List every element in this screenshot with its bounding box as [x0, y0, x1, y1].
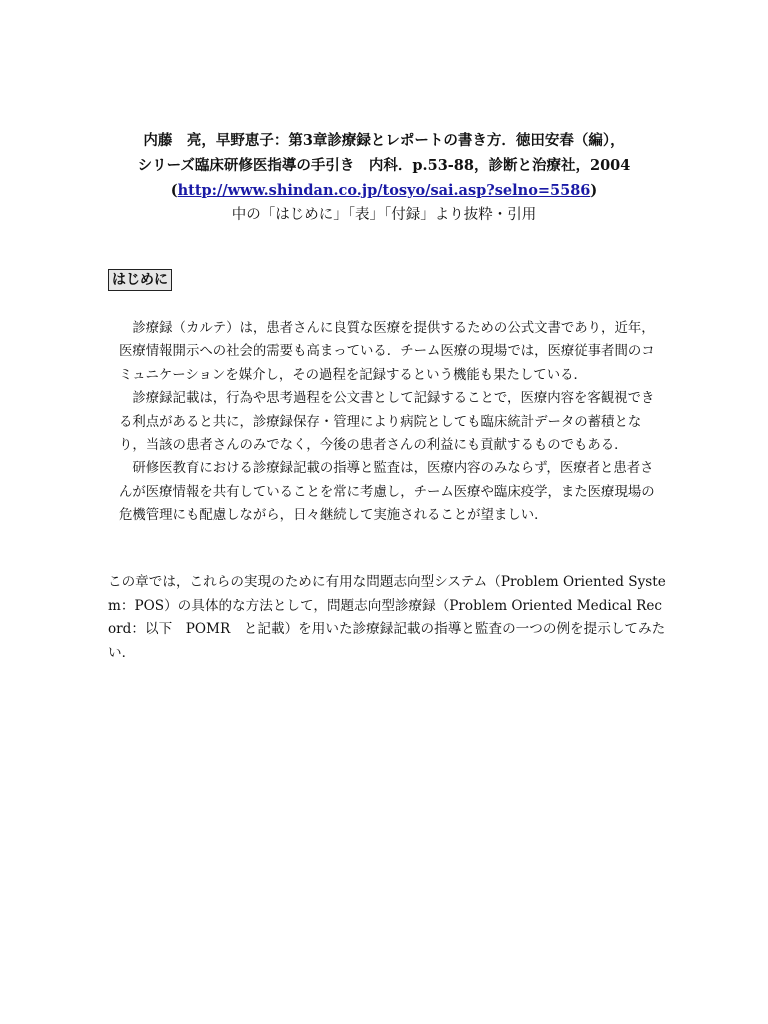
source-link[interactable]: http://www.shindan.co.jp/tosyo/sai.asp?selno=5586 — [177, 182, 591, 199]
citation-line-url — [100, 178, 668, 203]
citation-line-source: シリーズ臨床研修医指導の手引き 内科．p.53-88，診断と治療社，2004 — [137, 157, 631, 174]
intro-section — [119, 317, 664, 528]
citation-line-authors: 内藤 亮，早野恵子：第3章診療録とレポートの書き方．徳田安春（編）， — [143, 132, 625, 149]
citation-header — [100, 128, 668, 228]
section-heading: はじめに — [108, 269, 172, 291]
intro-paragraph-1: 診療録（カルテ）は，患者さんに良質な医療を提供するための公式文書であり，近年，医療情報開示への社会的需要も高まっている．チーム医療の現場では，医療従事者間のコミュニケーションを媒介し，その過程を記録するという機能も果たしている． — [119, 321, 655, 383]
chapter-paragraph: この章では，これらの実現のために有用な問題志向型システム（Problem Oriented System：POS）の具体的な方法として，問題志向型診療録（Problem Oriented Medical Record：以下 POMR と記載）を用いた診療録記載の指導と監査の一つの例を提示してみたい． — [108, 574, 666, 661]
chapter-section — [108, 571, 668, 665]
url-close-paren: ) — [590, 182, 598, 199]
url-open-paren: ( — [170, 182, 178, 199]
intro-paragraph-2: 診療録記載は，行為や思考過程を公文書として記録することで，医療内容を客観視できる利点があると共に，診療録保存・管理により病院としても臨床統計データの蓄積となり，当該の患者さんのみでなく，今後の患者さんの利益にも貢献するものでもある． — [119, 391, 655, 454]
intro-paragraph-3: 研修医教育における診療録記載の指導と監査は，医療内容のみならず，医療者と患者さんが医療情報を共有していることを常に考慮し，チーム医療や臨床疫学，また医療現場の危機管理にも配慮しながら，日々継続して実施されることが望ましい． — [119, 461, 655, 524]
citation-line-note: 中の「はじめに」「表」「付録」より抜粋・引用 — [231, 207, 537, 223]
